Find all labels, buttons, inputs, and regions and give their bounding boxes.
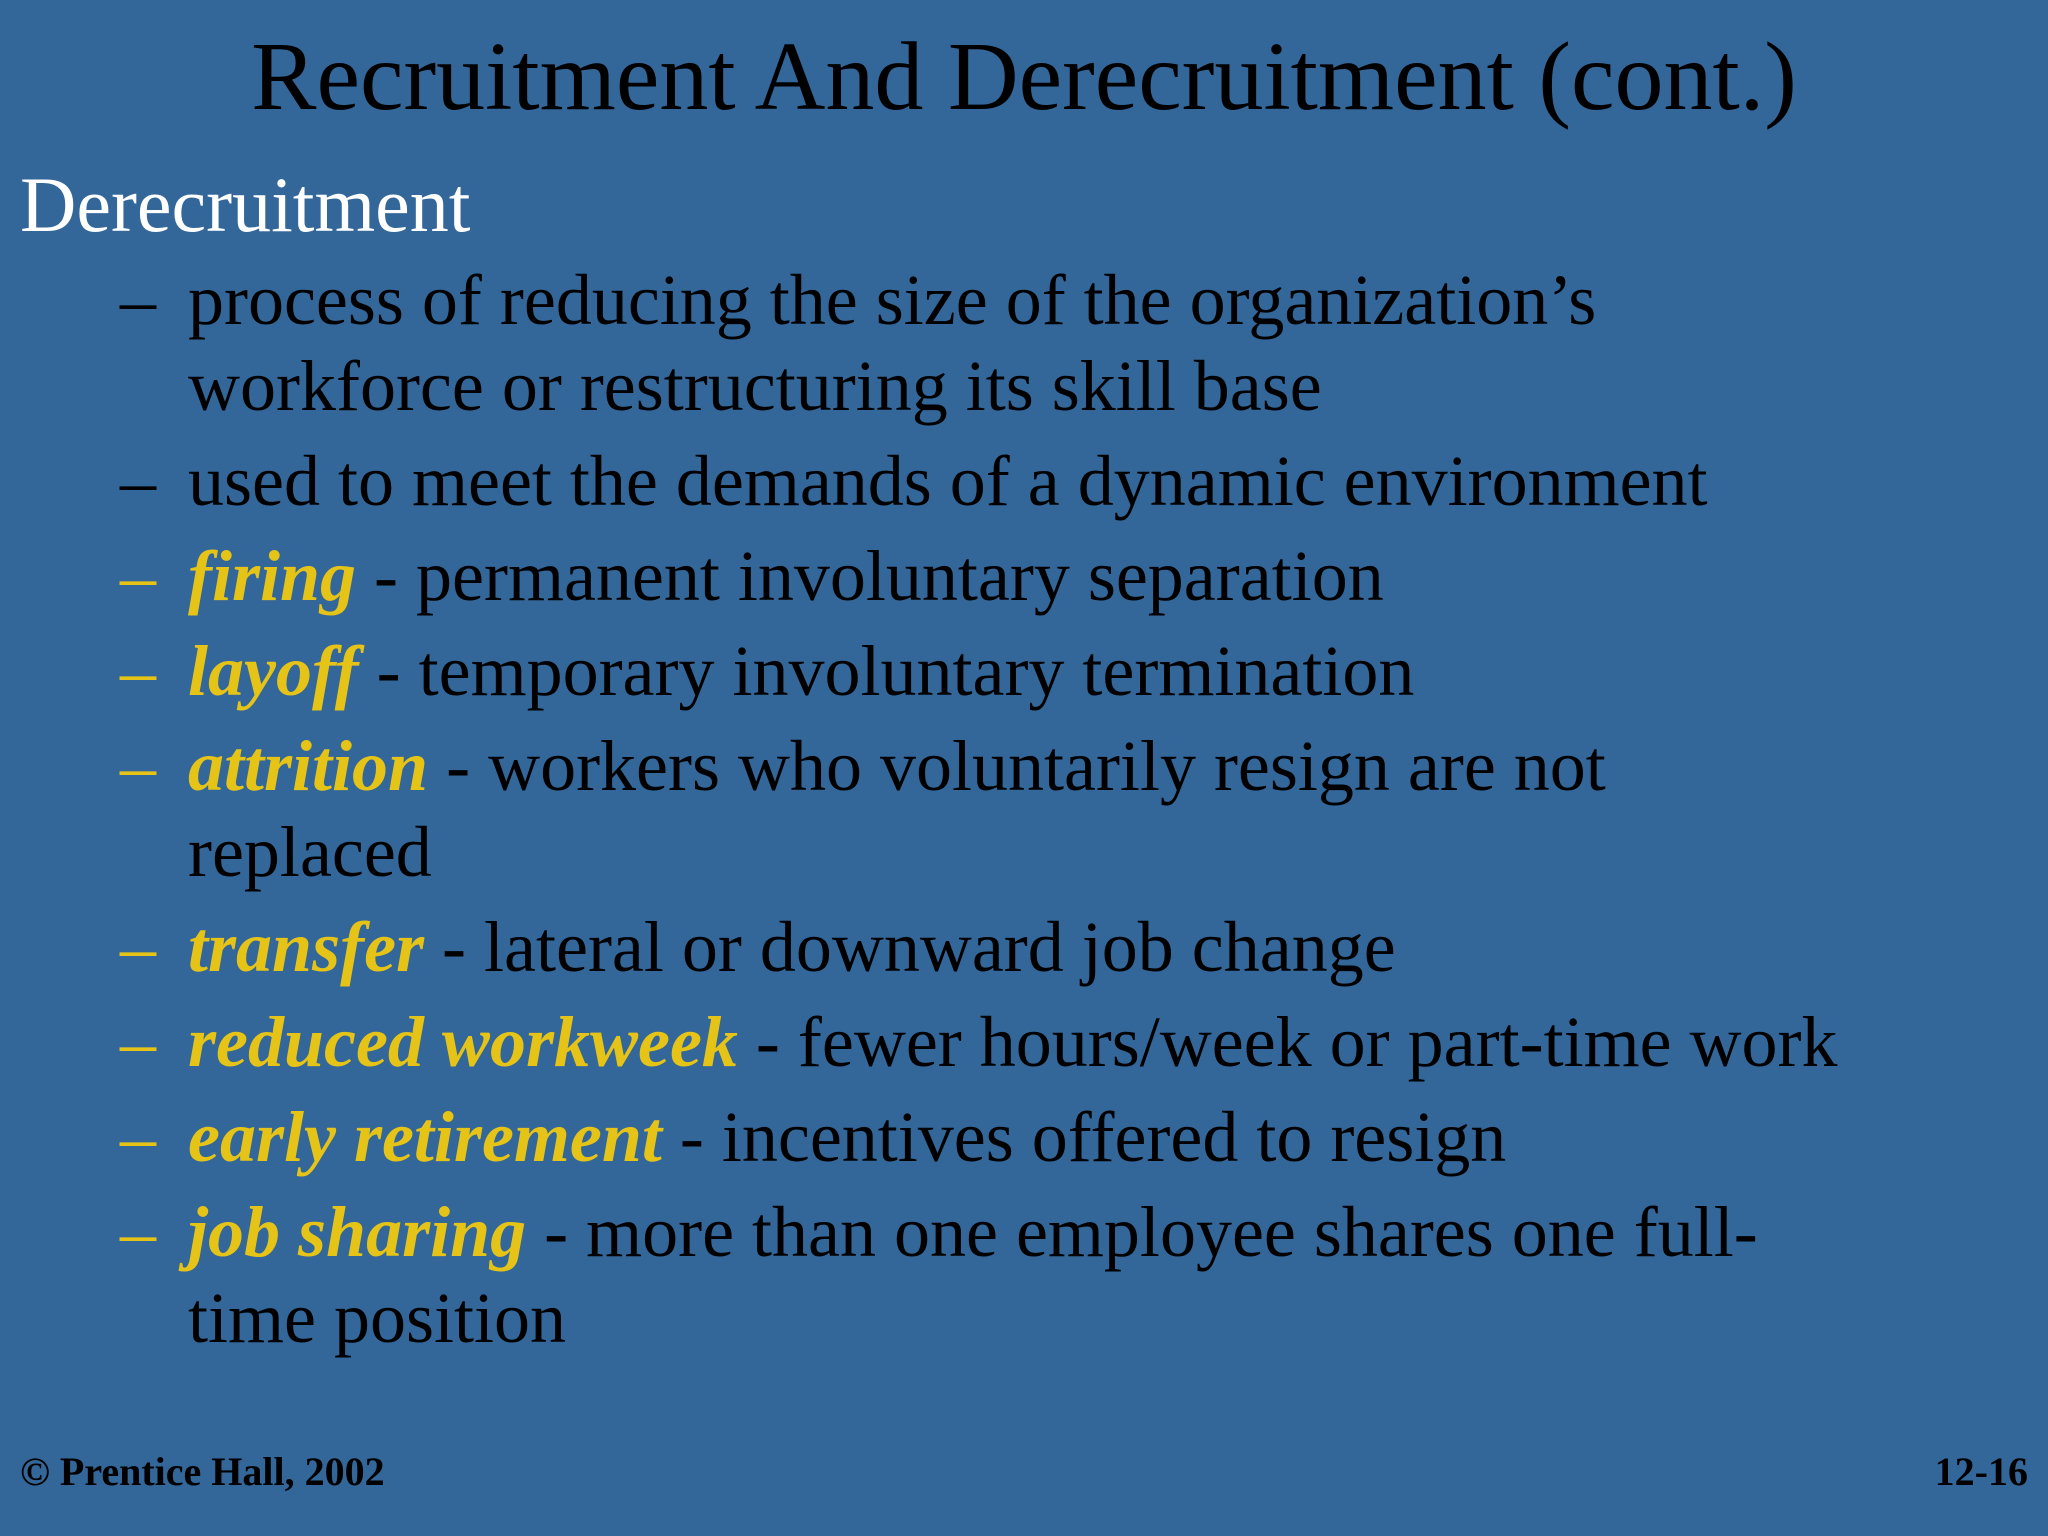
bullet-term: layoff [188,631,359,711]
bullet-text: used to meet the demands of a dynamic environment [188,441,1708,521]
bullet-line [188,1189,2040,1275]
bullet-line [188,343,2040,429]
bullet-line [188,809,2040,895]
bullet-line [188,999,2040,1085]
bullet-line [188,1094,2040,1180]
bullet-dash: – [120,1192,156,1272]
bullet-dash: – [120,536,156,616]
bullet-line [188,1275,2040,1361]
bullet-line [188,904,2040,990]
bullet-item [120,1094,2040,1180]
bullet-term: attrition [188,726,429,806]
bullet-dash: – [120,1002,156,1082]
bullet-term: firing [188,536,357,616]
bullet-text: process of reducing the size of the organization’s [188,260,1597,340]
bullet-term: job sharing [188,1192,527,1272]
bullet-text: workforce or restructuring its skill base [188,346,1322,426]
bullet-dash: – [120,907,156,987]
bullet-item [120,904,2040,990]
bullet-text: - fewer hours/week or part-time work [737,1002,1838,1082]
bullet-dash: – [120,260,156,340]
bullet-list [120,257,2040,1370]
bullet-term: early retirement [188,1097,662,1177]
bullet-item [120,533,2040,619]
slide-title: Recruitment And Derecruitment (cont.) [251,23,1797,131]
section-heading: Derecruitment [20,161,471,248]
bullet-term: transfer [188,907,425,987]
bullet-text: - temporary involuntary termination [358,631,1415,711]
bullet-line [188,628,2040,714]
bullet-line [188,723,2040,809]
bullet-line [188,533,2040,619]
bullet-text: - more than one employee shares one full- [526,1192,1758,1272]
bullet-dash: – [120,1097,156,1177]
bullet-item [120,438,2040,524]
copyright-notice: © Prentice Hall, 2002 [20,1449,385,1494]
bullet-item [120,1189,2040,1361]
bullet-text: - incentives offered to resign [661,1097,1507,1177]
bullet-text: replaced [188,812,432,892]
slide-number: 12-16 [1934,1449,2028,1494]
bullet-term: reduced workweek [188,1002,738,1082]
bullet-item [120,628,2040,714]
bullet-item [120,723,2040,895]
bullet-item [120,999,2040,1085]
bullet-text: - permanent involuntary separation [356,536,1384,616]
bullet-item [120,257,2040,429]
bullet-text: - workers who voluntarily resign are not [428,726,1606,806]
bullet-line [188,438,2040,524]
bullet-text: - lateral or downward job change [424,907,1396,987]
bullet-dash: – [120,631,156,711]
bullet-text: time position [188,1278,566,1358]
bullet-dash: – [120,726,156,806]
bullet-line [188,257,2040,343]
bullet-dash: – [120,441,156,521]
